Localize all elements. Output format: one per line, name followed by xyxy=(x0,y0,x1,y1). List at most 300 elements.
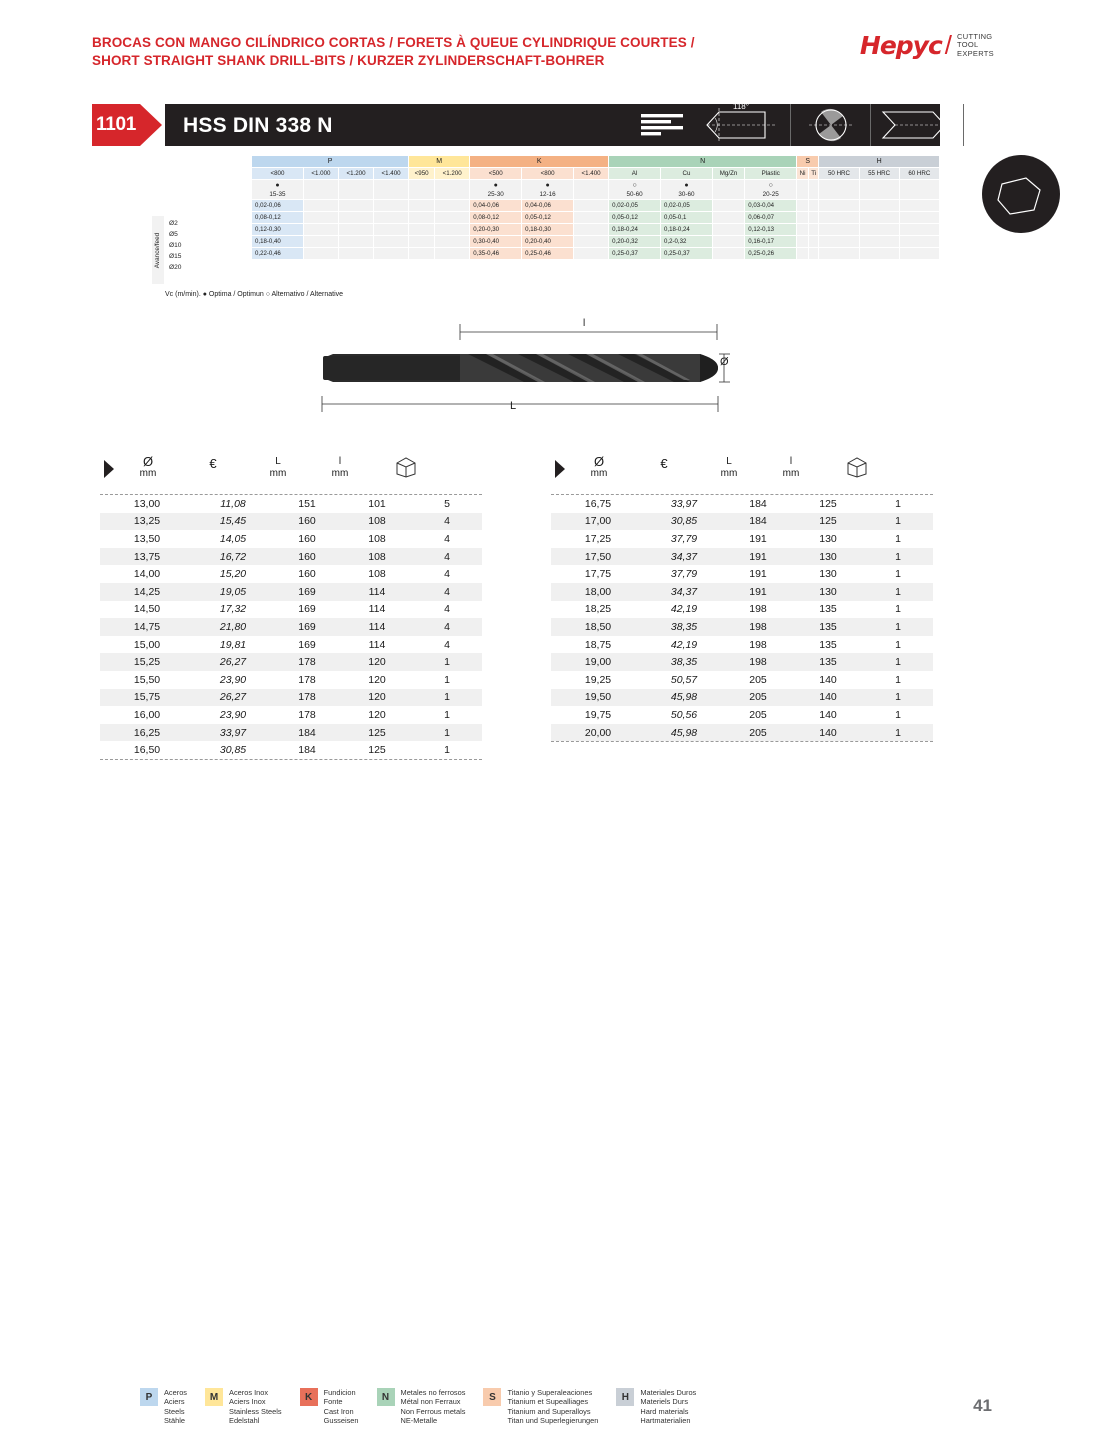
matrix-vc-cell: ● 15-35 xyxy=(252,180,304,200)
col-diameter-symbol: Ø xyxy=(142,454,154,469)
drill-illustration xyxy=(300,316,760,426)
legend-key-N: N xyxy=(377,1388,395,1406)
matrix-spacer xyxy=(191,200,252,212)
table-row xyxy=(100,495,482,513)
page-title: HSS DIN 338 N xyxy=(183,114,333,137)
cell-flute-length: 120 xyxy=(368,708,386,721)
cell-diameter: 13,00 xyxy=(133,497,161,510)
cell-diameter: 18,75 xyxy=(584,638,612,651)
legend-text-M: Aceros Inox Aciers Inox Stainless Steels Edelstahl xyxy=(229,1388,282,1426)
matrix-feed-cell xyxy=(435,248,470,260)
cell-flute-length: 108 xyxy=(368,515,386,528)
matrix-feed-cell xyxy=(374,224,409,236)
material-legend-footer xyxy=(140,1388,714,1426)
cell-price: 45,98 xyxy=(670,691,698,704)
matrix-feed-cell: 0,20-0,30 xyxy=(470,224,522,236)
cell-flute-length: 130 xyxy=(819,550,837,563)
table-row xyxy=(100,636,482,654)
matrix-feed-cell xyxy=(303,212,338,224)
cell-pack-qty: 1 xyxy=(444,691,450,704)
cell-flute-length: 114 xyxy=(368,638,386,651)
matrix-feed-cell xyxy=(859,236,899,248)
cell-pack-qty: 4 xyxy=(444,568,450,581)
cell-length-total: 160 xyxy=(298,532,316,545)
cell-price: 50,57 xyxy=(670,673,698,686)
matrix-feed-cell: 0,05-0,12 xyxy=(522,212,574,224)
cell-length-total: 205 xyxy=(749,691,767,704)
cell-pack-qty: 1 xyxy=(444,656,450,669)
table-row xyxy=(100,583,482,601)
cell-diameter: 18,25 xyxy=(584,603,612,616)
matrix-col-<950: <950 xyxy=(409,168,435,180)
table-row xyxy=(100,724,482,742)
matrix-feed-cell xyxy=(712,224,744,236)
cell-flute-length: 130 xyxy=(819,585,837,598)
cell-price: 34,37 xyxy=(670,550,698,563)
cell-diameter: 17,00 xyxy=(584,515,612,528)
cell-price: 38,35 xyxy=(670,620,698,633)
legend-key-S: S xyxy=(483,1388,501,1406)
cell-price: 21,80 xyxy=(219,620,247,633)
matrix-feed-cell xyxy=(574,224,609,236)
page-header xyxy=(92,34,792,70)
table-row xyxy=(100,513,482,531)
cell-pack-qty: 1 xyxy=(895,638,901,651)
matrix-row-label: Ø5 xyxy=(169,231,178,238)
matrix-feed-cell: 0,05-0,1 xyxy=(661,212,713,224)
cell-pack-qty: 4 xyxy=(444,620,450,633)
matrix-col-Ti: Ti xyxy=(809,168,819,180)
matrix-feed-cell xyxy=(899,236,939,248)
cell-flute-length: 140 xyxy=(819,708,837,721)
matrix-vc-cell xyxy=(435,180,470,200)
matrix-vc-cell xyxy=(819,180,859,200)
matrix-feed-cell: 0,18-0,24 xyxy=(661,224,713,236)
cell-length-total: 178 xyxy=(298,673,316,686)
cell-flute-length: 135 xyxy=(819,656,837,669)
vc-legend-note: Vc (m/min). ● Optima / Optimun ○ Alternativo / Alternative xyxy=(165,291,344,298)
header-line-2: SHORT STRAIGHT SHANK DRILL-BITS / KURZER ZYLINDERSCHAFT-BOHRER xyxy=(92,53,605,68)
point-angle-diagram-icon xyxy=(705,104,795,146)
cell-pack-qty: 1 xyxy=(895,515,901,528)
cell-pack-qty: 1 xyxy=(444,726,450,739)
matrix-feed-cell xyxy=(797,236,809,248)
matrix-feed-cell xyxy=(374,248,409,260)
table-row xyxy=(100,741,482,759)
matrix-col-Ni: Ni xyxy=(797,168,809,180)
cell-price: 45,98 xyxy=(670,726,698,739)
matrix-feed-cell: 0,18-0,40 xyxy=(252,236,304,248)
cell-diameter: 19,75 xyxy=(584,708,612,721)
cell-price: 11,08 xyxy=(220,497,246,510)
legend-item-P xyxy=(140,1388,187,1426)
matrix-corner xyxy=(165,156,191,168)
matrix-feed-cell xyxy=(303,248,338,260)
logo-slash-icon: / xyxy=(944,30,953,60)
cell-length-total: 160 xyxy=(298,550,316,563)
cell-price: 38,35 xyxy=(670,656,698,669)
matrix-feed-cell xyxy=(409,212,435,224)
matrix-feed-cell: 0,20-0,40 xyxy=(522,236,574,248)
shank-profile-icon xyxy=(635,104,695,146)
cell-diameter: 13,25 xyxy=(133,515,161,528)
cell-price: 34,37 xyxy=(670,585,698,598)
legend-text-K: Fundicion Fonte Cast Iron Gusseisen xyxy=(323,1388,359,1426)
matrix-feed-cell xyxy=(712,212,744,224)
matrix-feed-cell xyxy=(809,224,819,236)
cell-pack-qty: 1 xyxy=(895,532,901,545)
matrix-feed-cell xyxy=(435,212,470,224)
cell-flute-length: 120 xyxy=(368,656,386,669)
matrix-feed-cell xyxy=(374,236,409,248)
matrix-vc-cell xyxy=(338,180,373,200)
cell-flute-length: 125 xyxy=(819,515,837,528)
cell-length-total: 205 xyxy=(749,673,767,686)
cell-pack-qty: 1 xyxy=(895,708,901,721)
logo-tagline-3: EXPERTS xyxy=(957,48,994,58)
cell-pack-qty: 4 xyxy=(444,585,450,598)
box-icon xyxy=(845,470,869,481)
matrix-feed-cell: 0,16-0,17 xyxy=(745,236,797,248)
cell-length-total: 169 xyxy=(298,638,316,651)
matrix-col-<1.200: <1.200 xyxy=(435,168,470,180)
matrix-feed-cell: 0,04-0,06 xyxy=(470,200,522,212)
matrix-feed-cell: 0,25-0,26 xyxy=(745,248,797,260)
matrix-feed-cell xyxy=(797,212,809,224)
matrix-spacer xyxy=(191,224,252,236)
matrix-vc-cell xyxy=(374,180,409,200)
cell-pack-qty: 1 xyxy=(444,744,450,757)
cell-price: 15,45 xyxy=(219,515,247,528)
matrix-feed-row xyxy=(165,236,940,248)
matrix-feed-cell xyxy=(899,224,939,236)
matrix-vc-cell xyxy=(797,180,809,200)
matrix-spacer xyxy=(165,168,191,180)
dim-l-label: l xyxy=(583,318,586,329)
logo-wordmark: Hepyc xyxy=(859,31,942,60)
matrix-feed-cell xyxy=(819,224,859,236)
legend-item-N xyxy=(377,1388,466,1426)
cell-price: 37,79 xyxy=(670,532,698,545)
matrix-feed-cell: 0,30-0,40 xyxy=(470,236,522,248)
matrix-feed-cell xyxy=(574,236,609,248)
table-row xyxy=(551,689,933,707)
cell-pack-qty: 1 xyxy=(895,585,901,598)
legend-item-H xyxy=(616,1388,696,1426)
cell-flute-length: 135 xyxy=(819,620,837,633)
cell-price: 23,90 xyxy=(219,673,247,686)
cell-length-total: 169 xyxy=(298,620,316,633)
product-table-right xyxy=(551,452,933,742)
cell-flute-length: 125 xyxy=(368,726,386,739)
cell-length-total: 191 xyxy=(749,568,767,581)
matrix-group-P: P xyxy=(252,156,409,168)
matrix-feed-row xyxy=(165,224,940,236)
table-row xyxy=(551,530,933,548)
table-row xyxy=(100,548,482,566)
matrix-feed-cell: 0,04-0,06 xyxy=(522,200,574,212)
cell-flute-length: 130 xyxy=(819,532,837,545)
cell-pack-qty: 1 xyxy=(895,656,901,669)
cell-price: 30,85 xyxy=(219,744,247,757)
col-diameter-unit: mm xyxy=(590,468,608,479)
table-arrow-icon xyxy=(555,460,565,478)
cell-price: 19,81 xyxy=(219,638,247,651)
matrix-feed-cell xyxy=(712,248,744,260)
cell-diameter: 16,25 xyxy=(133,726,161,739)
matrix-feed-cell xyxy=(338,236,373,248)
feed-axis-label xyxy=(151,215,165,285)
cell-length-total: 151 xyxy=(298,497,316,510)
cell-diameter: 17,75 xyxy=(584,568,612,581)
matrix-feed-cell: 0,08-0,12 xyxy=(470,212,522,224)
matrix-feed-cell xyxy=(435,200,470,212)
cell-flute-length: 125 xyxy=(819,497,837,510)
header-line-1: BROCAS CON MANGO CILÍNDRICO CORTAS / FORETS À QUEUE CYLINDRIQUE COURTES / xyxy=(92,35,695,50)
diameter-steps-labels xyxy=(169,218,181,273)
matrix-feed-cell: 0,25-0,37 xyxy=(609,248,661,260)
cell-flute-length: 135 xyxy=(819,638,837,651)
matrix-col-Al: Al xyxy=(609,168,661,180)
cell-diameter: 13,50 xyxy=(133,532,161,545)
col-L-symbol: L xyxy=(275,456,281,467)
matrix-feed-cell: 0,02-0,05 xyxy=(661,200,713,212)
box-icon xyxy=(394,470,418,481)
matrix-vc-cell: ○ 50-60 xyxy=(609,180,661,200)
legend-item-S xyxy=(483,1388,598,1426)
cell-pack-qty: 4 xyxy=(444,638,450,651)
brand-logo xyxy=(860,30,994,61)
matrix-feed-cell xyxy=(899,248,939,260)
matrix-feed-cell xyxy=(859,212,899,224)
matrix-feed-cell xyxy=(303,224,338,236)
legend-key-K: K xyxy=(300,1388,318,1406)
matrix-feed-cell xyxy=(338,200,373,212)
matrix-feed-cell xyxy=(409,236,435,248)
cell-pack-qty: 1 xyxy=(895,497,901,510)
matrix-feed-cell: 0,18-0,30 xyxy=(522,224,574,236)
matrix-col-<1.400: <1.400 xyxy=(574,168,609,180)
matrix-feed-cell xyxy=(819,236,859,248)
cell-diameter: 14,75 xyxy=(133,620,161,633)
matrix-feed-cell xyxy=(374,212,409,224)
material-application-matrix xyxy=(165,155,940,260)
col-L-symbol: L xyxy=(726,456,732,467)
matrix-col-60 HRC: 60 HRC xyxy=(899,168,939,180)
cell-flute-length: 120 xyxy=(368,691,386,704)
matrix-row-label: Ø10 xyxy=(169,242,182,249)
cell-length-total: 205 xyxy=(749,708,767,721)
cell-flute-length: 114 xyxy=(368,585,386,598)
matrix-feed-cell xyxy=(409,224,435,236)
matrix-feed-cell: 0,03-0,04 xyxy=(745,200,797,212)
matrix-row-label: Ø15 xyxy=(169,253,182,260)
matrix-feed-cell xyxy=(809,212,819,224)
cell-pack-qty: 1 xyxy=(444,708,450,721)
matrix-vc-cell: ● 12-16 xyxy=(522,180,574,200)
matrix-feed-cell: 0,25-0,46 xyxy=(522,248,574,260)
table-row xyxy=(100,706,482,724)
matrix-feed-row xyxy=(165,248,940,260)
matrix-corner-2 xyxy=(191,156,252,168)
matrix-col-Cu: Cu xyxy=(661,168,713,180)
cell-pack-qty: 1 xyxy=(895,603,901,616)
cell-flute-length: 140 xyxy=(819,726,837,739)
cell-price: 14,05 xyxy=(219,532,247,545)
cell-length-total: 169 xyxy=(298,585,316,598)
table-row xyxy=(551,601,933,619)
matrix-feed-cell xyxy=(809,200,819,212)
code-arrow-icon xyxy=(140,104,162,146)
matrix-spacer xyxy=(191,212,252,224)
cell-length-total: 198 xyxy=(749,638,767,651)
cell-flute-length: 140 xyxy=(819,673,837,686)
cell-pack-qty: 1 xyxy=(895,568,901,581)
cell-flute-length: 130 xyxy=(819,568,837,581)
cell-length-total: 178 xyxy=(298,708,316,721)
matrix-feed-cell xyxy=(712,200,744,212)
matrix-feed-cell xyxy=(435,224,470,236)
matrix-col-<500: <500 xyxy=(470,168,522,180)
cell-flute-length: 108 xyxy=(368,550,386,563)
matrix-spacer xyxy=(191,180,252,200)
matrix-vc-cell xyxy=(899,180,939,200)
matrix-vc-cell xyxy=(409,180,435,200)
legend-item-K xyxy=(300,1388,359,1426)
cell-pack-qty: 4 xyxy=(444,603,450,616)
matrix-feed-cell: 0,02-0,06 xyxy=(252,200,304,212)
matrix-feed-cell: 0,18-0,24 xyxy=(609,224,661,236)
legend-key-H: H xyxy=(616,1388,634,1406)
legend-item-M xyxy=(205,1388,282,1426)
cell-flute-length: 101 xyxy=(368,497,386,510)
table-row xyxy=(100,565,482,583)
matrix-feed-cell xyxy=(797,248,809,260)
table-row xyxy=(551,548,933,566)
col-diameter-unit: mm xyxy=(139,468,157,479)
table-bottom-rule xyxy=(100,759,482,760)
cell-pack-qty: 4 xyxy=(444,550,450,563)
matrix-feed-cell: 0,20-0,32 xyxy=(609,236,661,248)
cell-price: 42,19 xyxy=(670,603,698,616)
matrix-col-<1.200: <1.200 xyxy=(338,168,373,180)
cell-price: 37,79 xyxy=(670,568,698,581)
matrix-group-K: K xyxy=(470,156,609,168)
dim-diameter-label: Ø xyxy=(720,356,729,368)
matrix-feed-cell: 0,12-0,13 xyxy=(745,224,797,236)
cell-flute-length: 108 xyxy=(368,568,386,581)
matrix-group-row xyxy=(165,156,940,168)
table-row xyxy=(551,671,933,689)
table-bottom-rule xyxy=(551,741,933,742)
cell-pack-qty: 1 xyxy=(895,691,901,704)
cell-length-total: 191 xyxy=(749,550,767,563)
matrix-feed-cell xyxy=(374,200,409,212)
matrix-vc-cell: ● 30-60 xyxy=(661,180,713,200)
cell-length-total: 160 xyxy=(298,568,316,581)
matrix-feed-cell xyxy=(712,236,744,248)
cell-diameter: 15,50 xyxy=(133,673,161,686)
cell-diameter: 19,00 xyxy=(584,656,612,669)
table-row xyxy=(551,513,933,531)
cell-pack-qty: 1 xyxy=(895,620,901,633)
cell-diameter: 16,00 xyxy=(133,708,161,721)
cell-length-total: 184 xyxy=(298,726,316,739)
cell-pack-qty: 1 xyxy=(895,550,901,563)
table-row xyxy=(551,724,933,742)
matrix-feed-cell xyxy=(859,224,899,236)
cell-diameter: 15,00 xyxy=(133,638,161,651)
matrix-row-label: Ø20 xyxy=(169,264,182,271)
matrix-feed-cell xyxy=(899,212,939,224)
cell-flute-length: 108 xyxy=(368,532,386,545)
table-row xyxy=(551,706,933,724)
matrix-feed-cell xyxy=(809,236,819,248)
cell-pack-qty: 4 xyxy=(444,532,450,545)
page-number: 41 xyxy=(973,1396,992,1415)
matrix-feed-cell xyxy=(574,248,609,260)
col-l-symbol: l xyxy=(789,456,793,467)
cell-diameter: 17,50 xyxy=(584,550,612,563)
matrix-vc-cell xyxy=(574,180,609,200)
cell-flute-length: 114 xyxy=(368,620,386,633)
matrix-vc-cell xyxy=(809,180,819,200)
table-row xyxy=(551,495,933,513)
cell-price: 50,56 xyxy=(670,708,698,721)
matrix-feed-cell xyxy=(435,236,470,248)
table-row xyxy=(551,653,933,671)
cell-price: 16,72 xyxy=(219,550,247,563)
matrix-group-M: M xyxy=(409,156,470,168)
cell-length-total: 205 xyxy=(749,726,767,739)
legend-text-S: Titanio y Superaleaciones Titanium et Supealliages Titanium and Superalloys Titan und Superlegierungen xyxy=(507,1388,599,1426)
cell-length-total: 198 xyxy=(749,656,767,669)
cell-pack-qty: 1 xyxy=(444,673,450,686)
matrix-feed-cell xyxy=(574,200,609,212)
cell-length-total: 169 xyxy=(298,603,316,616)
cell-flute-length: 140 xyxy=(819,691,837,704)
cell-diameter: 19,25 xyxy=(584,673,612,686)
table-row xyxy=(100,653,482,671)
matrix-col-55 HRC: 55 HRC xyxy=(859,168,899,180)
cell-diameter: 17,25 xyxy=(584,532,612,545)
cell-length-total: 191 xyxy=(749,532,767,545)
matrix-feed-cell: 0,06-0,07 xyxy=(745,212,797,224)
matrix-col-Mg/Zn: Mg/Zn xyxy=(712,168,744,180)
matrix-feed-cell: 0,05-0,12 xyxy=(609,212,661,224)
matrix-col-Plastic: Plastic xyxy=(745,168,797,180)
cell-pack-qty: 1 xyxy=(895,726,901,739)
matrix-feed-cell xyxy=(819,248,859,260)
cell-price: 23,90 xyxy=(219,708,247,721)
legend-text-H: Materiales Duros Materiels Durs Hard materials Hartmaterialien xyxy=(640,1388,697,1426)
cell-diameter: 15,25 xyxy=(133,656,161,669)
cell-diameter: 20,00 xyxy=(584,726,612,739)
matrix-feed-cell xyxy=(797,224,809,236)
matrix-feed-cell xyxy=(809,248,819,260)
legend-key-M: M xyxy=(205,1388,223,1406)
matrix-vc-cell xyxy=(303,180,338,200)
product-table-left-header xyxy=(100,452,482,495)
product-title-bar xyxy=(165,102,1082,146)
cell-price: 26,27 xyxy=(219,691,247,704)
cell-diameter: 16,75 xyxy=(584,497,612,510)
matrix-group-H: H xyxy=(819,156,940,168)
cell-length-total: 160 xyxy=(298,515,316,528)
table-row xyxy=(100,689,482,707)
cell-diameter: 19,50 xyxy=(584,691,612,704)
product-code-badge: 1101 xyxy=(92,104,140,146)
